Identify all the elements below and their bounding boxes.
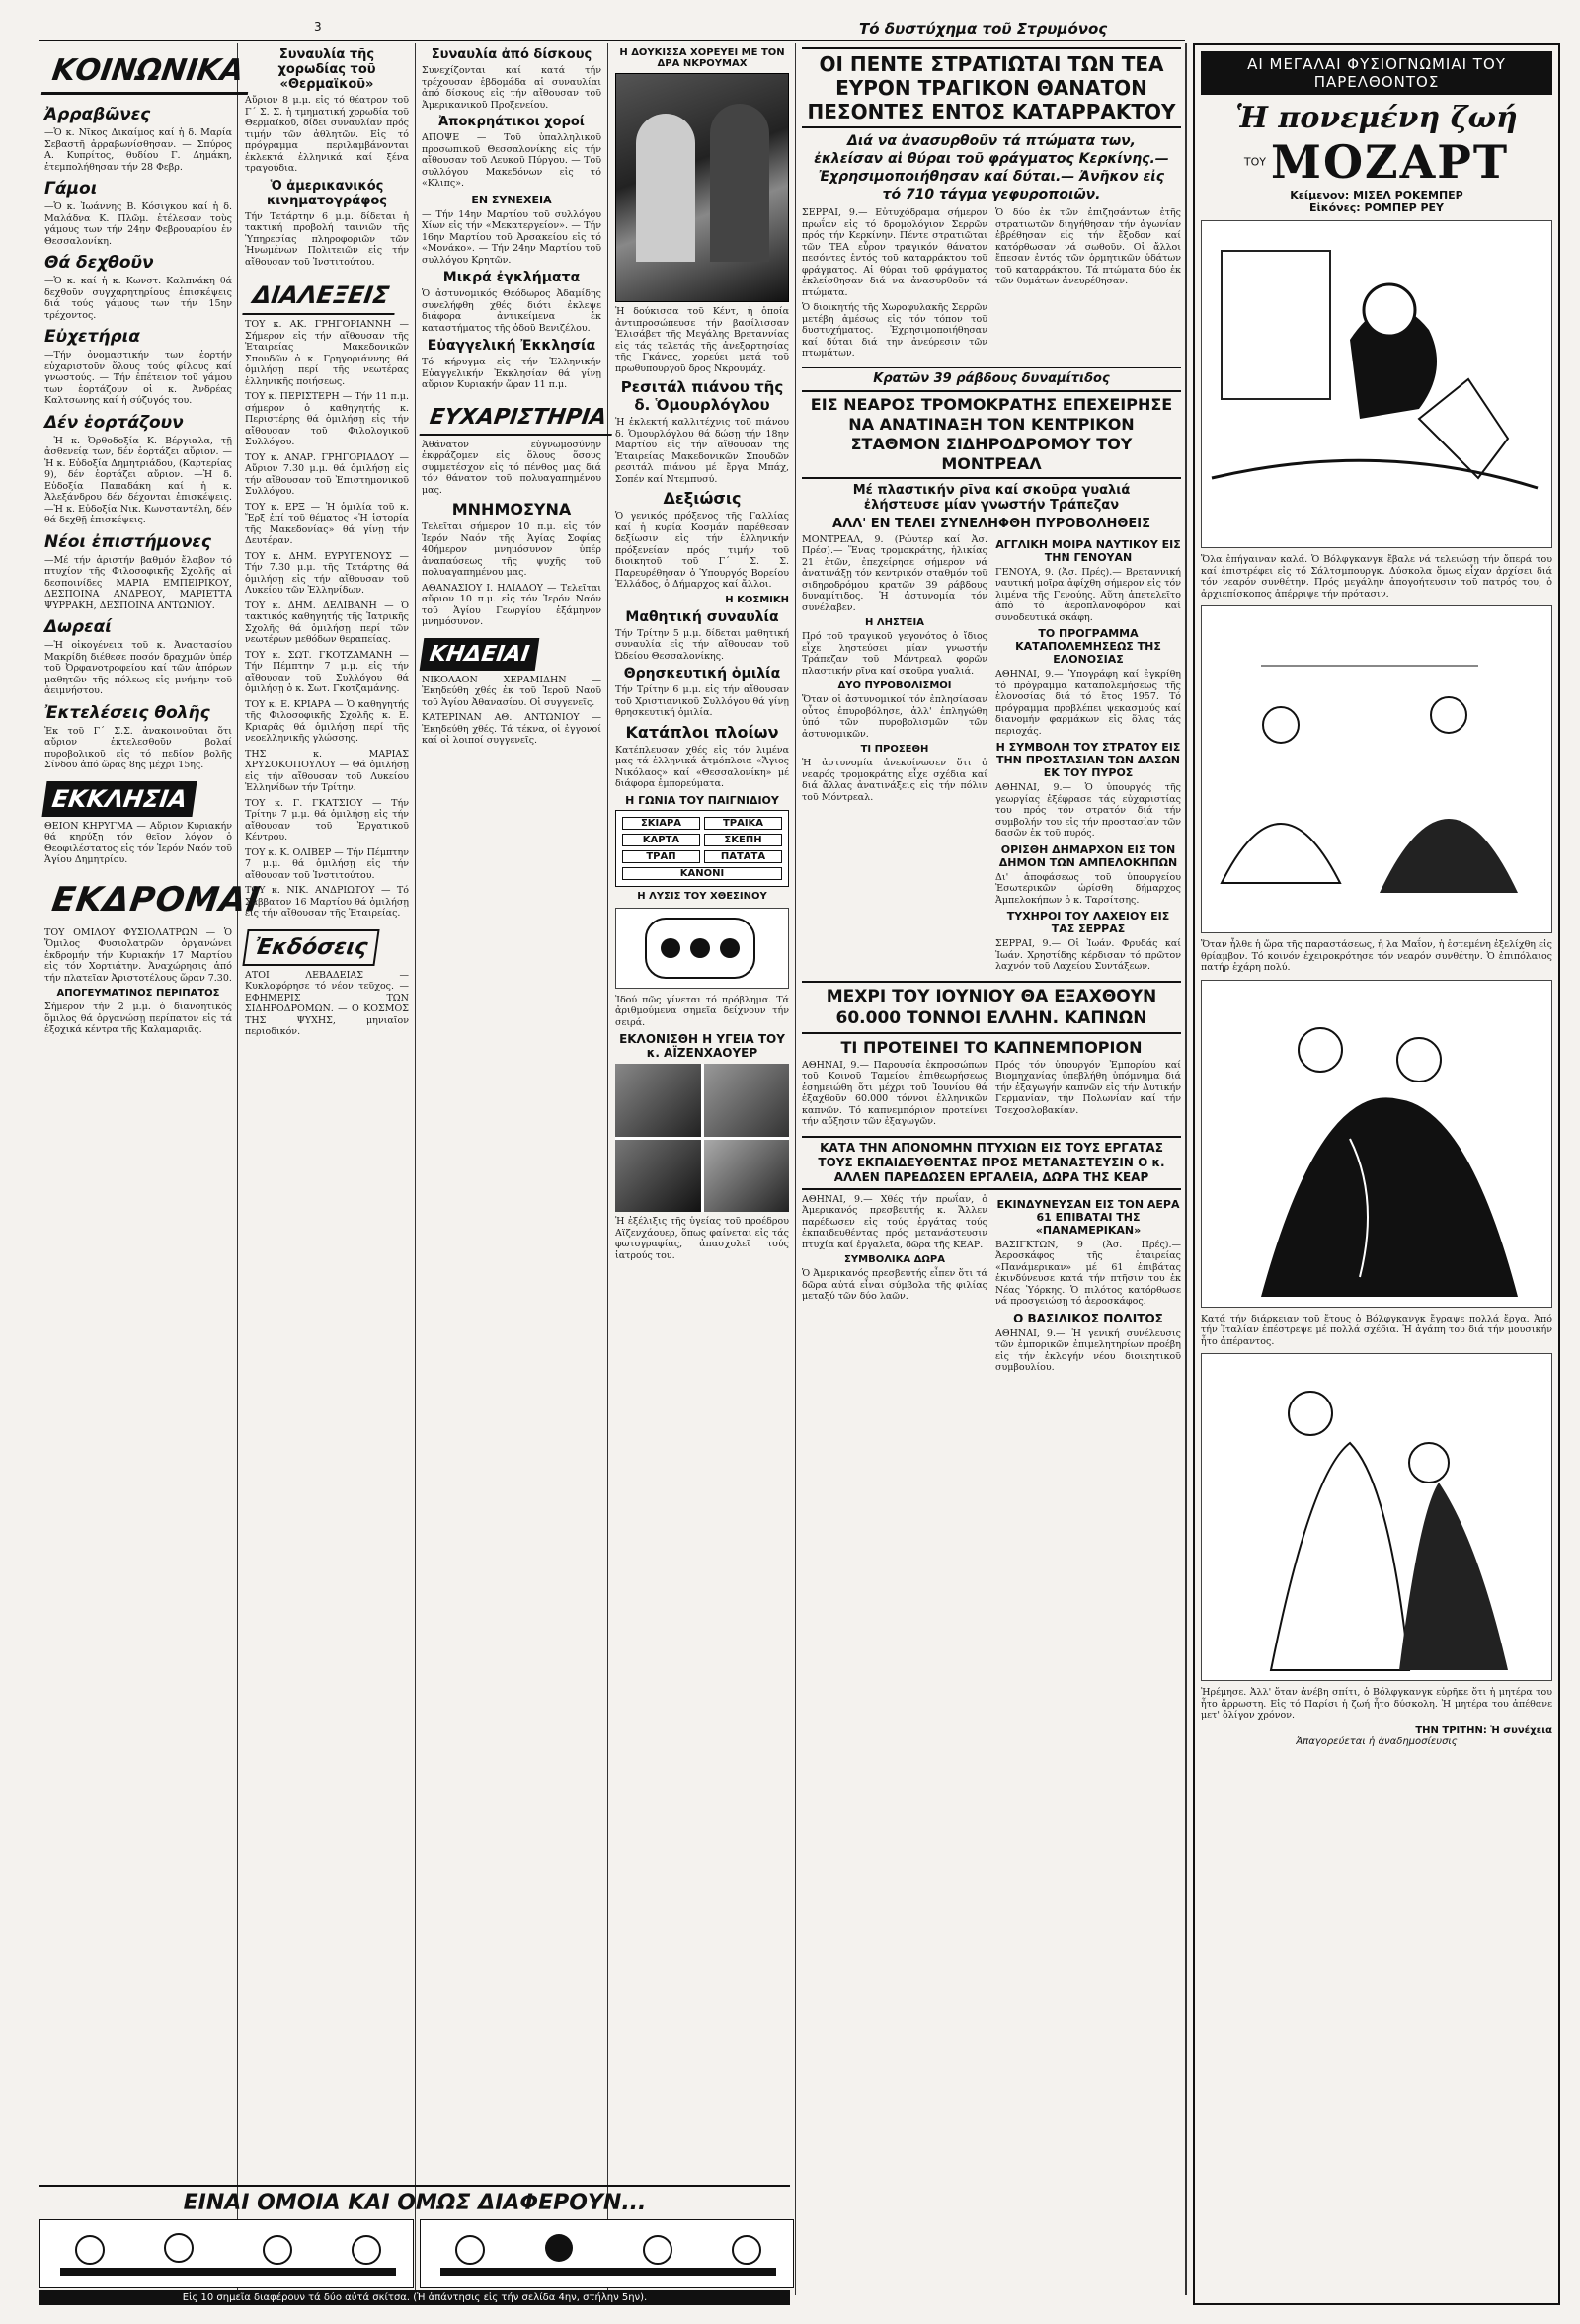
game-word: ΚΑΝΟΝΙ: [622, 867, 782, 880]
spot-difference-title: ΕΙΝΑΙ ΟΜΟΙΑ ΚΑΙ ΟΜΩΣ ΔΙΑΦΕΡΟΥΝ...: [183, 2191, 647, 2215]
article-headline: Ἀποκρηάτικοι χοροί: [438, 115, 585, 129]
game-word: ΤΡΑΠ: [622, 850, 700, 863]
column-rule: [607, 43, 608, 2295]
article-text: —Ὁ κ. Ἰωάννης Β. Κόσιγκου καί ἡ δ. Μαλάδνα Κ. Πλῶμ. ἐτέλεσαν τοὺς γάμους των τήν 24ην Φεβρουαρίου ἐν Θεσσαλονίκη.: [44, 201, 232, 247]
article-text: ΝΙΚΟΛΑΟΝ ΧΕΡΑΜΙΔΗΝ — Ἐκηδεύθη χθές ἐκ τοῦ Ἱεροῦ Ναοῦ τοῦ Ἁγίου Ἀθανασίου. Οἱ συγγενεῖς.: [422, 674, 601, 708]
article-text: Αὔριον 8 μ.μ. εἰς τό θέατρον τοῦ Γ΄ Σ. Σ. ἡ τμηματική χορωδία τοῦ Θερμαϊκοῦ, δίδει συναυλίαν πρός τιμήν τῶν ἀθλητῶν. Εἰς τό πρόγραμμα περιλαμβάνονται ἐκλεκτά ἑλληνικά καί ξένα τραγούδια.: [245, 95, 409, 174]
article-text: ΤΗΣ κ. ΜΑΡΙΑΣ ΧΡΥΣΟΚΟΠΟΥΛΟΥ — Θά ὁμιλήσῃ εἰς τήν αἴθουσαν τοῦ Λυκείου Ἑλληνίδων τήν Τρίτην.: [245, 748, 409, 793]
article-text: Τό κήρυγμα εἰς τήν Ἑλληνικήν Εὐαγγελικήν Ἐκκλησίαν θά γίνῃ αὔριον Κυριακήν ὥραν 11 π.μ.: [422, 357, 601, 390]
article-text: Τήν Τετάρτην 6 μ.μ. δίδεται ἡ τακτική προβολή ταινιῶν τῆς Ὑπηρεσίας πληροφοριῶν τῶν Ἡνωμένων Πολιτειῶν εἰς τήν αἴθουσαν τοῦ Ἰνστιτούτου.: [245, 210, 409, 268]
column-social: [44, 43, 264, 2177]
article-headline: Ο ΒΑΣΙΛΙΚΟΣ ΠΟΛΙΤΟΣ: [1013, 1311, 1163, 1325]
tobacco-headline: ΜΕΧΡΙ ΤΟΥ ΙΟΥΝΙΟΥ ΘΑ ΕΞΑΧΘΟΥΝ 60.000 ΤΟΝΝΟΙ ΕΛΛΗΝ. ΚΑΠΝΩΝ: [802, 981, 1181, 1034]
feature-header: ΑΙ ΜΕΓΑΛΑΙ ΦΥΣΙΟΓΝΩΜΙΑΙ ΤΟΥ ΠΑΡΕΛΘΟΝΤΟΣ: [1201, 51, 1552, 95]
performance-drawing: [1202, 606, 1551, 932]
illustration-caption: Ὅλα ἐπήγαιναν καλά. Ὁ Βόλφγκανγκ ἔβαλε νά τελειώσῃ τήν ὄπερά του καί ἐπιστρέφει εἰς τό Σάλτσμπουργκ. Δύσκολα ὅμως εἶχαν ἀρχίσει διά τόν νεαρόν συνθέτην. Πρός μεγάλην ἀπογοήτευσιν τοῦ πατρός του, ὁ ἀρχιεπίσκοπος ἀπέρριψε τήν πρότασιν.: [1201, 554, 1552, 600]
article-text: ΤΟΥ κ. Ε. ΚΡΙΑΡΑ — Ὁ καθηγητής τῆς Φιλοσοφικῆς Σχολῆς κ. Ε. Κριαρᾶς θά ὁμιλήσῃ περί τῆς νεοελληνικῆς γλώσσης.: [245, 698, 409, 744]
photo-caption-title: Η ΔΟΥΚΙΣΣΑ ΧΟΡΕΥΕΙ ΜΕ ΤΟΝ ΔΡΑ ΝΚΡΟΥΜΑΧ: [619, 47, 785, 69]
article-text: ΑΘΗΝΑΙ, 9.— Ἡ γενική συνέλευσις τῶν ἐμπορικῶν ἐπιμελητηρίων προέβη εἰς τήν ἐκλογήν νέου διοικητικοῦ συμβουλίου.: [995, 1327, 1181, 1373]
article-headline: ΕΙΣ ΝΕΑΡΟΣ ΤΡΟΜΟΚΡΑΤΗΣ ΕΠΕΧΕΙΡΗΣΕ ΝΑ ΑΝΑΤΙΝΑΞΗ ΤΟΝ ΚΕΝΤΡΙΚΟΝ ΣΤΑΘΜΟΝ ΣΙΔΗΡΟΔΡΟΜΟΥ ΤΟΥ ΜΟΝΤΡΕΑΛ: [802, 390, 1181, 479]
mozart-illustration-couple: [1201, 980, 1552, 1308]
column-lead-news: [802, 43, 1181, 2295]
article-headline: Μαθητική συναυλία: [625, 608, 779, 625]
game-word: ΣΚΙΑΡΑ: [622, 817, 700, 830]
puzzle-solution-diagram: [615, 908, 789, 989]
article-headline: Συναυλία τῆς χορωδίας τοῦ «Θερμαϊκοῦ»: [277, 47, 376, 92]
article-text: — Τήν 14ην Μαρτίου τοῦ συλλόγου Χίων εἰς τήν «Μεκατεργείον». — Τήν 16ην Μαρτίου τοῦ Ἀρσακείου εἰς τό «Μονάκο». — Τήν 24ην Μαρτίου τοῦ συλλόγου Κρητῶν.: [422, 208, 601, 266]
article-text: Ἡ ἐκλεκτή καλλιτέχνις τοῦ πιάνου δ. Ὁμουρλόγλου θά δώσῃ τήν 18ην Μαρτίου εἰς τήν αἴθουσαν τῆς Ἑταιρείας Μακεδονικῶν Σπουδῶν ρεσιτάλ πιάνου μέ ἔργα Μπάχ, Σοπέν καί Ντεμπυσύ.: [615, 417, 789, 485]
article-text: Ὁ ἀστυνομικός Θεόδωρος Ἀδαμίδης συνελήφθη χθές διότι ἐκλεψε διάφορα ἀντικείμενα ἐκ καταστήματος τῆς ὁδοῦ Βενιζέλου.: [422, 288, 601, 334]
feature-credit: Εἰκόνες: ΡΟΜΠΕΡ ΡΕΥ: [1308, 201, 1445, 214]
article-headline: Η ΛΥΣΙΣ ΤΟΥ ΧΘΕΣΙΝΟΥ: [637, 890, 767, 902]
article-text: ΑΘΑΝΑΣΙΟΥ Ι. ΗΛΙΑΔΟΥ — Τελεῖται αὔριον 10 π.μ. εἰς τόν Ἱερόν Ναόν τοῦ Ἁγίου Γεωργίου ἑξάμηνον μνημόσυνον.: [422, 582, 601, 627]
section-title-publications: Ἐκδόσεις: [242, 929, 379, 966]
column-rule: [1185, 43, 1187, 2295]
article-text: ΑΘΗΝΑΙ, 9.— Ὑπογράφη καί ἐγκρίθη τό πρόγραμμα καταπολεμήσεως τῆς ἑλονοσίας διά τό ἔτος 1957. Τό πρόγραμμα προβλέπει ψεκασμούς καί διανομήν φαρμάκων εἰς ὅλας τάς περιοχάς.: [995, 669, 1181, 737]
feature-title: Ἡ πονεμένη ζωή: [1235, 101, 1518, 135]
section-title-funerals: ΚΗΔΕΙΑΙ: [420, 638, 540, 671]
illustration-caption: Ὅταν ἦλθε ἡ ὥρα τῆς παραστάσεως, ἡ λα Μαΐον, ἡ ἑστεμένη ἐξελίχθη εἰς θρίαμβον. Τό κοινόν ἐχειροκρότησε τόν νεαρόν συνθέτην. Ὁ ἐπιπόλαιος πατήρ ἐχάρη πολύ.: [1201, 939, 1552, 973]
column-rule: [795, 43, 796, 2295]
spot-difference-caption: Εἰς 10 σημεῖα διαφέρουν τά δύο αὐτά σκίτσα. (Ἡ ἀπάντησις εἰς τήν σελίδα 4ην, στήλην 5ην).: [40, 2290, 790, 2305]
article-text: —Ἡ οἰκογένεια τοῦ κ. Ἀναστασίου Μακρίδη διέθεσε ποσόν δραχμῶν ὑπέρ τοῦ Ὀρφανοτροφείου καί τῶν ἀπόρων μαθητῶν τῆς πόλεως εἰς μνήμην τοῦ ἀειμνήστου.: [44, 640, 232, 696]
article-text: ΤΟΥ κ. ΔΗΜ. ΕΥΡΥΓΕΝΟΥΣ — Τήν 7.30 μ.μ. τῆς Τετάρτης θά ὁμιλήσῃ εἰς τήν αἴθουσαν τοῦ Λυκείου τῶν Ἑλληνίδων.: [245, 550, 409, 596]
article-text: Πρό τοῦ τραγικοῦ γεγονότος ὁ ἴδιος εἶχε ληστεύσει μίαν γνωστήν Τράπεζαν τοῦ Μόντρεαλ φορῶν πλαστικήν ρῖνα καί σκοῦρα γυαλιά.: [802, 631, 988, 677]
article-headline: Δεξιώσις: [663, 489, 742, 508]
eisenhower-photo: [704, 1140, 790, 1213]
article-text: Ἡ ἀστυνομία ἀνεκοίνωσεν ὅτι ὁ νεαρός τρομοκράτης εἶχε σχέδια καί διά ἄλλας ἀνατινάξεις εἰς τήν πόλιν τοῦ Μόντρεαλ.: [802, 758, 988, 803]
article-text: Σήμερον τήν 2 μ.μ. ὁ διανοητικός ὅμιλος θά ὀργανώσῃ περίπατον εἰς τά ἐξοχικά κέντρα τῆς Καλαμαριᾶς.: [44, 1002, 232, 1035]
feature-title-name: ΜΟΖΑΡΤ: [1271, 135, 1510, 189]
subsection-title: Ἀρραβῶνες: [44, 105, 151, 124]
game-title: Η ΓΩΝΙΑ ΤΟΥ ΠΑΙΓΝΙΔΙΟΥ: [625, 793, 779, 807]
article-text: —Ὁ κ. Νῖκος Δικαίμος καί ἡ δ. Μαρία Σεβαστῆ ἀρραβωνίσθησαν. — Σπύρος Α. Κυπρίτος, θυδίου Γ. Δημάκη, ἐτεμπολήθησαν τήν 28 Φεβρ.: [44, 127, 232, 173]
article-text: ΤΟΥ κ. ΕΡΞ — Ἡ ὁμιλία τοῦ κ. Ἔρξ ἐπί τοῦ θέματος «Ἡ ἱστορία τῆς Μακεδονίας» θά γίνῃ τήν Δευτέραν.: [245, 501, 409, 546]
section-subhead: ΤΙ ΠΡΟΣΕΘΗ: [860, 744, 929, 755]
spot-difference-sketch-right: [420, 2219, 794, 2288]
lead-subhead: Διά να ἀνασυρθοῦν τά πτώματα των, ἐκλείσαν αἱ θύραι τοῦ φράγματος Κερκίνης.— Ἐχρησιμοποιήθησαν καί δύται.— Ἀνῆκον εἰς τό 710 τάγμα γεφυροποιῶν.: [814, 133, 1169, 202]
signature: Η ΚΟΣΜΙΚΗ: [725, 594, 789, 605]
column-mozart-feature: [1193, 43, 1560, 2305]
article-headline: ΕΚΛΟΝΙΣΘΗ Η ΥΓΕΙΑ ΤΟΥ κ. ΑΪΖΕΝΧΑΟΥΕΡ: [619, 1032, 785, 1060]
feature-continued: ΤΗΝ ΤΡΙΤΗΝ: Ἡ συνέχεια: [1415, 1724, 1552, 1736]
duchess-dance-photo: [615, 73, 789, 302]
article-text: ΘΕΙΟΝ ΚΗΡΥΓΜΑ — Αὔριον Κυριακήν θά κηρύξῃ τόν θεῖον λόγον ὁ Θεοφιλέστατος εἰς τόν Ἱερόν Ναόν τοῦ Ἁγίου Δημητρίου.: [44, 820, 232, 865]
article-text: Πρός τόν ὑπουργόν Ἐμπορίου καί Βιομηχανίας ὑπεβλήθη ὑπόμνημα διά τήν ἐξαγωγήν καπνῶν εἰς τήν Δυτικήν Γερμανίαν, τήν Πολωνίαν καί τήν Τσεχοσλοβακίαν.: [995, 1059, 1181, 1116]
article-text: ΑΘΗΝΑΙ, 9.— Παρουσία ἐκπροσώπων τοῦ Κοινοῦ Ταμείου ἐπιθεωρήσεως ἐσημειώθη ὅτι μέχρι τοῦ Ἰουνίου θά ἐξαχθοῦν 60.000 τόννοι ἑλληνικῶν καπνῶν. Τό καπνεμπόριον προτείνει τήν αὔξησιν τῶν ἐξαγωγῶν.: [802, 1059, 988, 1127]
game-word: ΣΚΕΠΗ: [704, 834, 782, 846]
article-text: Ὁ γενικός πρόξενος τῆς Γαλλίας καί ἡ κυρία Κοσμάν παρέθεσαν δεξίωσιν εἰς τήν ἑλληνικήν πρόξενείαν πρός τιμήν τοῦ διοικητοῦ τοῦ Γ΄ Σ. Σ. Παρευρέθησαν ὁ Ὑπουργός Βορείου Ἑλλάδος, ὁ Δήμαρχος καί ἄλλοι.: [615, 511, 789, 590]
article-text: Ἡ ἐξέλιξις τῆς ὑγείας τοῦ προέδρου Αϊζενχάουερ, ὅπως φαίνεται εἰς τάς φωτογραφίας, ἀπασχολεῖ τούς ἰατρούς του.: [615, 1216, 789, 1261]
column-lectures: [245, 43, 409, 2177]
article-text: Συνεχίζονται καί κατά τήν τρέχουσαν ἑβδομάδα αἱ συναυλίαι ἀπό δίσκους εἰς τήν αἴθουσαν τοῦ Ἀμερικανικοῦ Προξενείου.: [422, 65, 601, 111]
subsection-title: ΑΠΟΓΕΥΜΑΤΙΝΟΣ ΠΕΡΙΠΑΤΟΣ: [56, 988, 220, 999]
column-photo-news: [615, 43, 789, 2295]
subsection-title: Εὐχετήρια: [44, 327, 140, 347]
feature-copyright: Ἀπαγορεύεται ἡ ἀναδημοσίευσις: [1296, 1735, 1458, 1747]
column-events: [422, 43, 608, 2177]
mozart-illustration-composer: [1201, 220, 1552, 548]
article-headline: ΕΚΙΝΔΥΝΕΥΣΑΝ ΕΙΣ ΤΟΝ ΑΕΡΑ 61 ΕΠΙΒΑΤΑΙ ΤΗΣ «ΠΑΝΑΜΕΡΙΚΑΝ»: [996, 1197, 1180, 1237]
game-word: ΠΑΤΑΤΑ: [704, 850, 782, 863]
article-headline: Συναυλία ἀπό δίσκους: [431, 47, 592, 62]
feature-title-pre: ΤΟΥ: [1243, 155, 1266, 169]
article-text: ΤΟΥ κ. Κ. ΟΛΙΒΕΡ — Τήν Πέμπτην 7 μ.μ. θά ὁμιλήσῃ εἰς τήν αἴθουσαν τοῦ Ἰνστιτούτου.: [245, 846, 409, 881]
game-word: ΤΡΑΙΚΑ: [704, 817, 782, 830]
article-text: ΑΤΟΙ ΛΕΒΑΔΕΙΑΣ — Κυκλοφόρησε τό νέον τεῦχος. — ΕΦΗΜΕΡΙΣ ΤΩΝ ΣΙΔΗΡΟΔΡΟΜΩΝ. — Ο ΚΟΣΜΟΣ ΤΗΣ ΨΥΧΗΣ, μηνιαῖον περιοδικόν.: [245, 969, 409, 1037]
article-text: ΒΑΣΙΓΚΤΩΝ, 9 (Ἀσ. Πρές).— Ἀεροσκάφος τῆς ἑταιρείας «Πανάμερικαν» μέ 61 ἐπιβάτας ἐκινδύνευσε κατά τήν πτῆσιν του ἐκ Νέας Ὑόρκης. Ὁ πιλότος κατόρθωσε νά προσγειώσῃ τό ἀεροσκάφος.: [995, 1239, 1181, 1307]
article-headline: ΤΟ ΠΡΟΓΡΑΜΜΑ ΚΑΤΑΠΟΛΕΜΗΣΕΩΣ ΤΗΣ ΕΛΟΝΟΣΙΑΣ: [1015, 627, 1161, 666]
tobacco-subhead: ΤΙ ΠΡΟΤΕΙΝΕΙ ΤΟ ΚΑΠΝΕΜΠΟΡΙΟΝ: [840, 1037, 1143, 1057]
article-text: Ἀθάνατον εὐγνωμοσύνην ἐκφράζομεν εἰς ὅλους ὅσους συμμετέσχον εἰς τό πένθος μας διά τόν θάνατον τοῦ πολυαγαπημένου μας.: [422, 439, 601, 496]
mozart-illustration-mother: [1201, 1353, 1552, 1681]
mozart-illustration-performance: [1201, 605, 1552, 933]
article-text: Τήν Τρίτην 5 μ.μ. δίδεται μαθητική συναυλία εἰς τήν αἴθουσαν τοῦ Ὠδείου Θεσσαλονίκης.: [615, 627, 789, 662]
subsection-title: Νέοι ἐπιστήμονες: [44, 531, 211, 552]
article-headline: Κατάπλοι πλοίων: [625, 722, 779, 742]
illustration-caption: Κατά τήν διάρκειαν τοῦ ἔτους ὁ Βόλφγκανγκ ἔγραψε πολλά ἔργα. Ἀπό τήν Ἰταλίαν ἐπέστρεψε μέ πολλά σχέδια. Ἡ ἀγάπη του διά τήν μουσικήν ἦτο ἀπέραντος.: [1201, 1313, 1552, 1347]
section-title-social: ΚΟΙΝΩΝΙΚΑ: [41, 49, 255, 95]
article-text: ΑΘΗΝΑΙ, 9.— Ὁ ὑπουργός τῆς γεωργίας ἐξέφρασε τάς εὐχαριστίας του πρός τόν στρατόν διά τήν συμβολήν του εἰς τήν προστασίαν τῶν δασῶν ἐκ τοῦ πυρός.: [995, 782, 1181, 839]
subsection-title: Θά δεχθοῦν: [44, 253, 154, 273]
article-headline: Μικρά ἐγκλήματα: [442, 270, 581, 285]
article-text: ΣΕΡΡΑΙ, 9.— Οἱ Ἰωάν. Φρυδάς καί Ἰωάν. Χρηστίδης κέρδισαν τό πρῶτον λαχνόν τοῦ Λαχείου Συντάξεων.: [995, 938, 1181, 972]
section-subhead: Η ΛΗΣΤΕΙΑ: [865, 617, 924, 628]
puzzle-solution-figure: [616, 909, 788, 988]
spot-difference-sketch-left: [40, 2219, 414, 2288]
article-text: ΑΠΟΨΕ — Τοῦ ὑπαλληλικοῦ προσωπικοῦ Θεσσαλονίκης εἰς τήν αἴθουσαν τοῦ Λευκοῦ Πύργου. — Τοῦ συλλόγου Μακεδόνων εἰς τό «Κλιπς».: [422, 132, 601, 189]
article-text: ΜΟΝΤΡΕΑΛ, 9. (Ρώυτερ καί Ἀσ. Πρέσ).— Ἕνας τρομοκράτης, ἡλικίας 21 ἐτῶν, ἐπεχείρησε σήμερον νά ἀνατινάξῃ τόν κεντρικόν σταθμόν τοῦ σιδηροδρόμου κρατῶν 39 ράβδους δυναμίτιδος. Ἡ ἀστυνομία τόν συνέλαβεν.: [802, 533, 988, 613]
article-kicker: Κρατῶν 39 ράβδους δυναμίτιδος: [802, 367, 1181, 386]
illustration-caption: Ἠρέμησε. Ἀλλ' ὅταν ἀνέβη σπίτι, ὁ Βόλφγκανγκ εὑρῆκε ὅτι ἡ μητέρα του ἦτο ἄρρωστη. Εἰς τό Παρίσι ἡ ζωή ἦτο δύσκολη. Ἡ μητέρα του ἀπέθανε μετ' ὀλίγον χρόνον.: [1201, 1687, 1552, 1721]
page-number: 3: [314, 20, 322, 34]
article-text: ΤΟΥ κ. ΝΙΚ. ΑΝΔΡΙΩΤΟΥ — Τό Σάββατον 16 Μαρτίου θά ὁμιλήσῃ εἰς τήν αἴθουσαν τῆς Ἑταιρείας.: [245, 885, 409, 919]
eisenhower-photo: [615, 1064, 701, 1137]
game-word: ΚΑΡΤΑ: [622, 834, 700, 846]
article-text: ΤΟΥ κ. ΣΩΤ. ΓΚΟΤΖΑΜΑΝΗ — Τήν Πέμπτην 7 μ.μ. εἰς τήν αἴθουσαν τοῦ Συλλόγου θά ὁμιλήσῃ ὁ κ. Σωτ. Γκοτζαμάνης.: [245, 649, 409, 694]
feature-credit: Κείμενον: ΜΙΣΕΛ ΡΟΚΕΜΠΕΡ: [1290, 189, 1463, 201]
article-headline: Η ΣΥΜΒΟΛΗ ΤΟΥ ΣΤΡΑΤΟΥ ΕΙΣ ΤΗΝ ΠΡΟΣΤΑΣΙΑΝ ΤΩΝ ΔΑΣΩΝ ΕΚ ΤΟΥ ΠΥΡΟΣ: [995, 741, 1181, 779]
couple-drawing: [1202, 981, 1551, 1307]
top-rule: [40, 40, 1185, 41]
article-text: Ἰδού πῶς γίνεται τό πρόβλημα. Τά ἀριθμούμενα σημεῖα δείχνουν τήν σειρά.: [615, 994, 789, 1028]
article-text: —Ὁ κ. καί ἡ κ. Κωνστ. Καλπνάκη θά δεχθοῦν συγχαρητηρίους ἐπισκέψεις διά τούς γάμους των τήν 15ην τρέχοντος.: [44, 276, 232, 321]
article-headline: ΕΝ ΣΥΝΕΧΕΙΑ: [471, 193, 552, 206]
article-headline: ΑΛΛ' ΕΝ ΤΕΛΕΙ ΣΥΝΕΛΗΦΘΗ ΠΥΡΟΒΟΛΗΘΕΙΣ: [832, 516, 1150, 531]
section-title-excursions: ΕΚΔΡΟΜΑΙ: [49, 879, 264, 920]
article-headline: Ὁ ἀμερικανικός κινηματογράφος: [266, 178, 388, 208]
article-text: Ὁ διοικητής τῆς Χωροφυλακῆς Σερρῶν μετέβη ἀμέσως εἰς τόν τόπον τοῦ δυστυχήματος. Ἐχρησιμοποιήθησαν καί δύται διά την ἀνεύρεσιν τῶν πτωμάτων.: [802, 302, 988, 359]
column-rule: [237, 43, 238, 2295]
article-text: Κατέπλευσαν χθές εἰς τόν λιμένα μας τά ἑλληνικά ἀτμόπλοια «Ἄγιος Νικόλαος» καί «Θεσσαλονίκη» μέ διάφορα ἐμπορεύματα.: [615, 744, 789, 789]
article-text: Δι' ἀποφάσεως τοῦ ὑπουργείου Ἐσωτερικῶν ὡρίσθη δήμαρχος Ἀμπελοκήπων ὁ κ. Ταρσίτσης.: [995, 871, 1181, 906]
article-text: Ὁ Ἀμερικανός πρεσβευτής εἶπεν ὅτι τά δῶρα αὐτά εἶναι σύμβολα τῆς φιλίας μεταξύ τῶν δύο λαῶν.: [802, 1268, 988, 1302]
mother-drawing: [1202, 1354, 1551, 1680]
eisenhower-photo: [704, 1064, 790, 1137]
article-text: Ἡ δούκισσα τοῦ Κέντ, ἡ ὁποία ἀντιπροσώπευσε τήν βασίλισσαν Ἐλισάβετ τῆς Μεγάλης Βρεταννίας εἰς τάς τελετάς τῆς ἀνεξαρτησίας τῆς Γκάνας, χορεύει μετά τοῦ πρωθυπουργοῦ δρος Νκρουμάχ.: [615, 306, 789, 374]
top-headline: Τό δυστύχημα τοῦ Στρυμόνος: [859, 20, 1108, 38]
article-text: Ὁ δύο ἐκ τῶν ἐπιζησάντων ἐτῆς στρατιωτῶν διηγήθησαν τήν ἀγωνίαν ἐβρέθησαν εἰς τήν ἔξοδον καί κατόρθωσαν νά σωθοῦν. Οἱ ἄλλοι ἔπεσαν ἐντός τῶν ὁρμητικῶν ὑδάτων τοῦ καταρράκτου. Τά πτώματα δύο ἐκ τῶν θυμάτων ἀνευρέθησαν.: [995, 207, 1181, 286]
person-silhouette: [710, 104, 769, 262]
article-headline: ΟΡΙΣΘΗ ΔΗΜΑΡΧΟΝ ΕΙΣ ΤΟΝ ΔΗΜΟΝ ΤΩΝ ΑΜΠΕΛΟΚΗΠΩΝ: [998, 842, 1178, 869]
article-text: ΤΟΥ κ. Γ. ΓΚΑΤΣΙΟΥ — Τήν Τρίτην 7 μ.μ. θά ὁμιλήσῃ εἰς τήν αἴθουσαν τοῦ Ἐργατικοῦ Κέντρου.: [245, 797, 409, 842]
article-headline: ΑΓΓΛΙΚΗ ΜΟΙΡΑ ΝΑΥΤΙΚΟΥ ΕΙΣ ΤΗΝ ΓΕΝΟΥΑΝ: [995, 537, 1181, 564]
section-title-lectures: ΔΙΑΛΕΞΕΙΣ: [242, 278, 399, 315]
article-text: ΑΘΗΝΑΙ, 9.— Χθές τήν πρωΐαν, ὁ Ἀμερικανός πρεσβευτής κ. Ἄλλεν παρέδωσεν εἰς τούς ἐργάτας τούς ἐκπαιδευθέντας πρός μετανάστευσιν πτυχία καί ἐργαλεῖα, δῶρα τῆς ΚΕΑΡ.: [802, 1193, 988, 1250]
article-text: —Τήν ὀνομαστικήν των ἐορτήν εὐχαριστοῦν ὅλους τούς φίλους καί γνωστούς. — Τήν ἐπέτειον τοῦ γάμου των ἑορτάζουν οἱ κ. Ἀνδρέας Καλτσωνης καί ἡ σύζυγός του.: [44, 350, 232, 406]
column-rule: [415, 43, 416, 2295]
section-title-church: ΕΚΚΛΗΣΙΑ: [41, 781, 197, 817]
article-text: ΤΟΥ ΟΜΙΛΟΥ ΦΥΣΙΟΛΑΤΡΩΝ — Ὁ Ὅμιλος Φυσιολατρῶν ὀργανώνει ἐκδρομήν τήν Κυριακήν 17 Μαρτίου εἰς τόν Χορτιάτην. Ἀναχώρησις ἀπό τήν πλατεῖαν Ἀριστοτέλους ὥραν 7.30.: [44, 926, 232, 984]
article-text: ΤΟΥ κ. ΠΕΡΙΣΤΕΡΗ — Τήν 11 π.μ. σήμερον ὁ καθηγητής κ. Περιστέρης θά ὁμιλήσῃ εἰς τήν αἴθουσαν τοῦ Φιλολογικοῦ Συλλόγου.: [245, 391, 409, 447]
article-text: Ὅταν οἱ ἀστυνομικοί τόν ἐπλησίασαν οὗτος ἐπυροβόλησε, ἀλλ' ἐπληγώθη ὑπό τῶν πυροβολισμῶν τῶν ἀστυνομικῶν.: [802, 694, 988, 740]
subsection-title: Δέν ἑορτάζουν: [44, 412, 184, 433]
spot-difference-section: [40, 2185, 790, 2310]
article-text: Τελεῖται σήμερον 10 π.μ. εἰς τόν Ἱερόν Ναόν τῆς Ἁγίας Σοφίας 40ήμερον μνημόσυνον ὑπέρ ἀναπαύσεως τῆς ψυχῆς τοῦ πολυαγαπημένου μας.: [422, 521, 601, 578]
subsection-title: Δωρεαί: [44, 617, 112, 637]
article-headline: ΜΝΗΜΟΣΥΝΑ: [451, 500, 572, 519]
word-game-grid: [615, 810, 789, 887]
subsection-title: Γάμοι: [44, 179, 98, 199]
article-headline: Θρησκευτική ὁμιλία: [623, 666, 781, 681]
article-headline: ΤΥΧΗΡΟΙ ΤΟΥ ΛΑΧΕΙΟΥ ΕΙΣ ΤΑΣ ΣΕΡΡΑΣ: [1006, 910, 1170, 935]
article-headline: Εὐαγγελική Ἐκκλησία: [427, 338, 596, 354]
article-text: ΓΕΝΟΥΑ, 9. (Ἀσ. Πρές).— Βρεταννική ναυτική μοῖρα ἀφίχθη σήμερον εἰς τόν λιμένα τῆς Γενούης. Αὕτη ἀπετελεῖτο ἀπό τό ἀεροπλανοφόρον καί συνοδευτικά σκάφη.: [995, 566, 1181, 623]
article-text: Τήν Τρίτην 6 μ.μ. εἰς τήν αἴθουσαν τοῦ Χριστιανικοῦ Συλλόγου θά γίνῃ θρησκευτική ὁμιλία.: [615, 684, 789, 718]
article-subhead: Μέ πλαστικήν ρῖνα καί σκοῦρα γυαλιά ἐλήστευσε μίαν γνωστήν Τράπεζαν: [852, 482, 1131, 513]
eisenhower-photo-grid: [615, 1064, 789, 1212]
section-title-thanks: ΕΥΧΑΡΙΣΤΗΡΙΑ: [420, 401, 617, 436]
eisenhower-photo: [615, 1140, 701, 1213]
article-text: —Ἡ κ. Ὀρθοδοξία Κ. Βέργιαλα, τῇ ἀσθενείᾳ των, δέν ἑορτάζει αὔριον. —Ἡ κ. Εὐδοξία Δημητριάδου, (Καρτερίας 9), δέν ἑορτάζει αὔριον. —Ἡ δ. Εὐδοξία Παπαδάκη καί ἡ κ. Ἀλεξάνδρου δέν δέχονται ἐπισκέψεις. —Ἡ κ. Εὐδοξία Νικ. Κωνσταντέλη, δέν θά δεχθῇ ἐπισκέψεις.: [44, 435, 232, 525]
article-text: —Μέ τήν ἀριστήν βαθμόν ἔλαβον τό πτυχίον τῆς Φιλοσοφικῆς Σχολῆς αἱ δεσποινίδες ΜΑΡΙΑ ΕΜΠΕΙΡΙΚΟΥ, ΔΕΣΠΟΙΝΑ ΑΝΔΡΕΟΥ, ΜΑΡΙΕΤΤΑ ΨΥΡΡΑΚΗ, ΔΕΣΠΟΙΝΑ ΑΝΤΩΝΙΟΥ.: [44, 554, 232, 611]
article-text: ΣΕΡΡΑΙ, 9.— Εὐτυχόδραμα σήμερον πρωΐαν εἰς τό δρομολόγιον Σερρῶν πρός τήν Κερκίνην. Πέντε στρατιῶται τῶν ΤΕΑ εὗρον τραγικόν θάνατον πεσόντες ἐντός τοῦ καταρράκτου τοῦ φράγματος. Αἱ θύραι τοῦ φράγματος ἐκλείσθησαν διά να ἀνασυρθοῦν τά πτώματα.: [802, 207, 988, 298]
article-text: ΤΟΥ κ. ΑΚ. ΓΡΗΓΟΡΙΑΝΝΗ — Σήμερον εἰς τήν αἴθουσαν τῆς Ἑταιρείας Μακεδονικῶν Σπουδῶν ὁ κ. Γρηγοριάννης θά ὁμιλήσῃ περί τῆς νεωτέρας ἑλληνικῆς ποιήσεως.: [245, 319, 409, 387]
lead-headline: ΟΙ ΠΕΝΤΕ ΣΤΡΑΤΙΩΤΑΙ ΤΩΝ ΤΕΑ ΕΥΡΟΝ ΤΡΑΓΙΚΟΝ ΘΑΝΑΤΟΝ ΠΕΣΟΝΤΕΣ ΕΝΤΟΣ ΚΑΤΑΡΡΑΚΤΟΥ: [802, 47, 1181, 128]
article-text: ΤΟΥ κ. ΔΗΜ. ΔΕΛΙΒΑΝΗ — Ὁ τακτικός καθηγητής τῆς Ἰατρικῆς Σχολῆς θά ὁμιλήσῃ περί τῶν νεωτέρων μεθόδων θεραπείας.: [245, 600, 409, 645]
person-silhouette: [636, 114, 695, 262]
subsection-title: Ἐκτελέσεις θολῆς: [44, 702, 210, 723]
article-text: Ἐκ τοῦ Γ΄ Σ.Σ. ἀνακοινοῦται ὅτι αὔριον ἐκτελεσθοῦν βολαί πυροβολικοῦ εἰς τό πεδίον βολῆς Σίνδου ἀπό ὥρας 8ης μέχρι 15ης.: [44, 725, 232, 770]
article-headline: Ρεσιτάλ πιάνου τῆς δ. Ὁμουρλόγλου: [620, 378, 784, 414]
section-subhead: ΣΥΜΒΟΛΙΚΑ ΔΩΡΑ: [844, 1254, 945, 1265]
composer-drawing: [1202, 221, 1551, 547]
section-subhead: ΔΥΟ ΠΥΡΟΒΟΛΙΣΜΟΙ: [837, 681, 952, 691]
article-headline: ΚΑΤΑ ΤΗΝ ΑΠΟΝΟΜΗΝ ΠΤΥΧΙΩΝ ΕΙΣ ΤΟΥΣ ΕΡΓΑΤΑΣ ΤΟΥΣ ΕΚΠΑΙΔΕΥΘΕΝΤΑΣ ΠΡΟΣ ΜΕΤΑΝΑΣΤΕΥΣΙΝ Ο κ. ΑΛΛΕΝ ΠΑΡΕΔΩΣΕΝ ΕΡΓΑΛΕΙΑ, ΔΩΡΑ ΤΗΣ ΚΕΑΡ: [802, 1136, 1181, 1190]
article-text: ΤΟΥ κ. ΑΝΑΡ. ΓΡΗΓΟΡΙΑΔΟΥ — Αὔριον 7.30 μ.μ. θά ὁμιλήσῃ εἰς τήν αἴθουσαν τοῦ Ἐπιστημονικοῦ Συλλόγου.: [245, 451, 409, 497]
article-text: ΚΑΤΕΡΙΝΑΝ ΑΘ. ΑΝΤΩΝΙΟΥ — Ἐκηδεύθη χθές. Τά τέκνα, οἱ ἐγγονοί καί οἱ λοιποί συγγενεῖς.: [422, 712, 601, 746]
